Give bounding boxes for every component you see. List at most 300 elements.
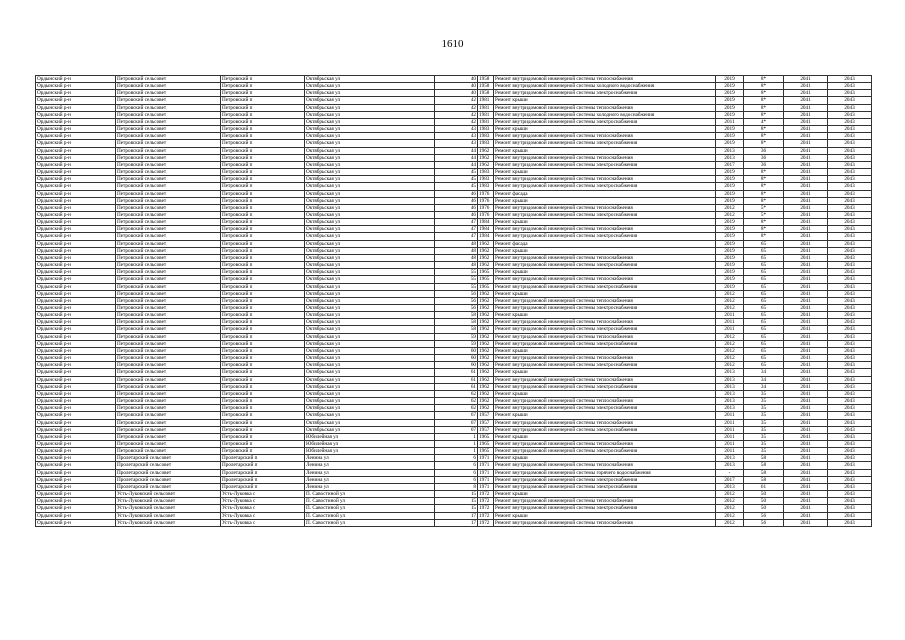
cell-plan-end: 2043	[828, 383, 872, 390]
cell-work-type: Ремонт крыши	[494, 433, 716, 440]
cell-build-year: 1962	[478, 376, 494, 383]
cell-locality: Петровский п	[221, 433, 305, 440]
cell-wear: 35	[744, 433, 784, 440]
cell-settlement: Усть-Луковский сельсовет	[116, 491, 221, 498]
cell-district: Ордынский р-н	[36, 154, 116, 161]
cell-plan-start: 2041	[784, 183, 828, 190]
cell-house-number: 46	[435, 204, 478, 211]
cell-district: Ордынский р-н	[36, 340, 116, 347]
cell-house-number: 67	[435, 419, 478, 426]
cell-settlement: Петровский сельсовет	[116, 118, 221, 125]
cell-wear: 56	[744, 519, 784, 526]
cell-work-type: Ремонт крыши	[494, 269, 716, 276]
cell-house-number: 6	[435, 469, 478, 476]
cell-plan-end: 2043	[828, 176, 872, 183]
cell-build-year: 1971	[478, 469, 494, 476]
cell-plan-end: 2043	[828, 126, 872, 133]
cell-work-type: Ремонт фасада	[494, 190, 716, 197]
cell-wear: 58	[744, 469, 784, 476]
cell-house-number: 42	[435, 104, 478, 111]
cell-house-number: 8	[435, 483, 478, 490]
cell-settlement: Петровский сельсовет	[116, 326, 221, 333]
cell-last-repair-year: 2019	[716, 183, 744, 190]
cell-locality: Петровский п	[221, 376, 305, 383]
cell-plan-end: 2043	[828, 83, 872, 90]
cell-street: Октябрьская ул	[305, 183, 435, 190]
cell-settlement: Петровский сельсовет	[116, 398, 221, 405]
cell-plan-end: 2043	[828, 398, 872, 405]
cell-plan-start: 2041	[784, 269, 828, 276]
cell-settlement: Петровский сельсовет	[116, 269, 221, 276]
table-row	[36, 133, 872, 140]
cell-work-type: Ремонт внутридомовой инженерной системы электроснабжения	[494, 161, 716, 168]
cell-work-type: Ремонт внутридомовой инженерной системы теплоснабжения	[494, 398, 716, 405]
cell-settlement: Петровский сельсовет	[116, 448, 221, 455]
cell-plan-end: 2043	[828, 290, 872, 297]
cell-plan-start: 2041	[784, 362, 828, 369]
cell-plan-end: 2043	[828, 254, 872, 261]
table-row	[36, 426, 872, 433]
cell-plan-start: 2041	[784, 355, 828, 362]
table-row	[36, 405, 872, 412]
cell-last-repair-year: 2019	[716, 226, 744, 233]
cell-plan-start: 2041	[784, 455, 828, 462]
table-row	[36, 154, 872, 161]
cell-street: Октябрьская ул	[305, 355, 435, 362]
cell-district: Ордынский р-н	[36, 505, 116, 512]
table-row	[36, 297, 872, 304]
cell-street: Октябрьская ул	[305, 83, 435, 90]
cell-settlement: Петровский сельсовет	[116, 362, 221, 369]
cell-house-number: 56	[435, 305, 478, 312]
cell-street: Октябрьская ул	[305, 154, 435, 161]
table-row	[36, 305, 872, 312]
cell-settlement: Петровский сельсовет	[116, 97, 221, 104]
cell-plan-start: 2041	[784, 276, 828, 283]
cell-house-number: 6	[435, 462, 478, 469]
cell-plan-end: 2043	[828, 262, 872, 269]
cell-locality: Петровский п	[221, 276, 305, 283]
cell-plan-end: 2043	[828, 118, 872, 125]
cell-settlement: Петровский сельсовет	[116, 283, 221, 290]
cell-wear: 65	[744, 340, 784, 347]
table-row	[36, 390, 872, 397]
cell-plan-start: 2041	[784, 476, 828, 483]
cell-district: Ордынский р-н	[36, 76, 116, 83]
cell-work-type: Ремонт внутридомовой инженерной системы теплоснабжения	[494, 254, 716, 261]
cell-plan-start: 2041	[784, 333, 828, 340]
cell-locality: Петровский п	[221, 440, 305, 447]
cell-wear: 36	[744, 154, 784, 161]
cell-work-type: Ремонт крыши	[494, 197, 716, 204]
cell-street: Октябрьская ул	[305, 297, 435, 304]
cell-last-repair-year: 2011	[716, 326, 744, 333]
cell-district: Ордынский р-н	[36, 326, 116, 333]
cell-plan-start: 2041	[784, 305, 828, 312]
table-row	[36, 83, 872, 90]
cell-plan-start: 2041	[784, 97, 828, 104]
cell-settlement: Петровский сельсовет	[116, 169, 221, 176]
cell-street: Октябрьская ул	[305, 176, 435, 183]
cell-district: Ордынский р-н	[36, 383, 116, 390]
cell-house-number: 46	[435, 197, 478, 204]
cell-locality: Петровский п	[221, 398, 305, 405]
cell-settlement: Петровский сельсовет	[116, 140, 221, 147]
cell-last-repair-year: 2013	[716, 383, 744, 390]
cell-work-type: Ремонт внутридомовой инженерной системы холодного водоснабжения	[494, 111, 716, 118]
cell-house-number: 1	[435, 448, 478, 455]
cell-house-number: 58	[435, 312, 478, 319]
table-row	[36, 190, 872, 197]
cell-last-repair-year: 2013	[716, 462, 744, 469]
cell-plan-start: 2041	[784, 505, 828, 512]
cell-build-year: 1965	[478, 276, 494, 283]
cell-build-year: 1972	[478, 505, 494, 512]
cell-work-type: Ремонт крыши	[494, 390, 716, 397]
cell-locality: Петровский п	[221, 312, 305, 319]
cell-work-type: Ремонт внутридомовой инженерной системы теплоснабжения	[494, 319, 716, 326]
cell-settlement: Петровский сельсовет	[116, 240, 221, 247]
cell-street: Октябрьская ул	[305, 190, 435, 197]
cell-last-repair-year: 2012	[716, 204, 744, 211]
table-row	[36, 462, 872, 469]
cell-last-repair-year: 2019	[716, 83, 744, 90]
cell-build-year: 1983	[478, 126, 494, 133]
cell-plan-start: 2041	[784, 254, 828, 261]
cell-plan-start: 2041	[784, 390, 828, 397]
cell-settlement: Петровский сельсовет	[116, 111, 221, 118]
cell-plan-start: 2041	[784, 118, 828, 125]
cell-plan-start: 2041	[784, 219, 828, 226]
cell-locality: Петровский п	[221, 369, 305, 376]
cell-street: Октябрьская ул	[305, 312, 435, 319]
cell-street: Октябрьская ул	[305, 376, 435, 383]
cell-locality: Петровский п	[221, 97, 305, 104]
cell-locality: Петровский п	[221, 347, 305, 354]
table-row	[36, 90, 872, 97]
cell-locality: Усть-Луковка с	[221, 519, 305, 526]
cell-work-type: Ремонт внутридомовой инженерной системы электроснабжения	[494, 90, 716, 97]
cell-build-year: 1984	[478, 233, 494, 240]
cell-locality: Усть-Луковка с	[221, 505, 305, 512]
cell-settlement: Пролетарский сельсовет	[116, 483, 221, 490]
cell-locality: Пролетарский п	[221, 455, 305, 462]
cell-settlement: Петровский сельсовет	[116, 133, 221, 140]
cell-wear: 34	[744, 383, 784, 390]
cell-house-number: 48	[435, 240, 478, 247]
cell-last-repair-year: 2012	[716, 505, 744, 512]
table-row	[36, 97, 872, 104]
cell-work-type: Ремонт внутридомовой инженерной системы электроснабжения	[494, 183, 716, 190]
cell-house-number: 62	[435, 405, 478, 412]
cell-wear: 50	[744, 505, 784, 512]
cell-street: Октябрьская ул	[305, 76, 435, 83]
cell-last-repair-year: 2011	[716, 426, 744, 433]
cell-locality: Петровский п	[221, 319, 305, 326]
cell-work-type: Ремонт внутридомовой инженерной системы электроснабжения	[494, 118, 716, 125]
cell-plan-end: 2043	[828, 433, 872, 440]
cell-house-number: 6	[435, 455, 478, 462]
cell-wear: 65	[744, 333, 784, 340]
cell-district: Ордынский р-н	[36, 405, 116, 412]
cell-work-type: Ремонт внутридомовой инженерной системы теплоснабжения	[494, 276, 716, 283]
table-row	[36, 197, 872, 204]
cell-plan-end: 2043	[828, 140, 872, 147]
cell-build-year: 1965	[478, 269, 494, 276]
cell-settlement: Петровский сельсовет	[116, 312, 221, 319]
cell-plan-start: 2041	[784, 204, 828, 211]
cell-street: Октябрьская ул	[305, 398, 435, 405]
cell-street: Октябрьская ул	[305, 319, 435, 326]
cell-last-repair-year: 2012	[716, 491, 744, 498]
cell-district: Ордынский р-н	[36, 419, 116, 426]
cell-street: Ленина ул	[305, 476, 435, 483]
cell-plan-start: 2041	[784, 433, 828, 440]
table-row	[36, 104, 872, 111]
cell-work-type: Ремонт крыши	[494, 455, 716, 462]
cell-house-number: 15	[435, 505, 478, 512]
cell-plan-end: 2043	[828, 319, 872, 326]
cell-street: Юбилейная ул	[305, 448, 435, 455]
cell-street: Октябрьская ул	[305, 369, 435, 376]
cell-house-number: 44	[435, 161, 478, 168]
cell-house-number: 48	[435, 247, 478, 254]
cell-plan-end: 2043	[828, 283, 872, 290]
cell-last-repair-year: 2013	[716, 147, 744, 154]
cell-house-number: 60	[435, 362, 478, 369]
cell-district: Ордынский р-н	[36, 390, 116, 397]
cell-street: Октябрьская ул	[305, 240, 435, 247]
cell-settlement: Петровский сельсовет	[116, 147, 221, 154]
cell-plan-end: 2043	[828, 133, 872, 140]
cell-work-type: Ремонт внутридомовой инженерной системы электроснабжения	[494, 305, 716, 312]
cell-last-repair-year: 2019	[716, 104, 744, 111]
cell-settlement: Петровский сельсовет	[116, 412, 221, 419]
cell-last-repair-year: 2013	[716, 376, 744, 383]
cell-work-type: Ремонт фасада	[494, 240, 716, 247]
cell-work-type: Ремонт внутридомовой инженерной системы теплоснабжения	[494, 226, 716, 233]
cell-settlement: Пролетарский сельсовет	[116, 462, 221, 469]
cell-plan-start: 2041	[784, 412, 828, 419]
cell-house-number: 45	[435, 176, 478, 183]
cell-locality: Петровский п	[221, 362, 305, 369]
cell-plan-start: 2041	[784, 247, 828, 254]
table-row	[36, 161, 872, 168]
cell-house-number: 60	[435, 355, 478, 362]
cell-last-repair-year: 2019	[716, 169, 744, 176]
cell-last-repair-year: 2012	[716, 519, 744, 526]
cell-district: Ордынский р-н	[36, 347, 116, 354]
cell-last-repair-year: 2012	[716, 362, 744, 369]
cell-plan-start: 2041	[784, 90, 828, 97]
cell-locality: Петровский п	[221, 390, 305, 397]
cell-locality: Петровский п	[221, 426, 305, 433]
cell-wear: 5*	[744, 211, 784, 218]
cell-wear: 65	[744, 319, 784, 326]
cell-plan-end: 2043	[828, 211, 872, 218]
cell-plan-start: 2041	[784, 312, 828, 319]
cell-street: Ленина ул	[305, 483, 435, 490]
cell-district: Ордынский р-н	[36, 226, 116, 233]
cell-last-repair-year: 2019	[716, 197, 744, 204]
cell-build-year: 1984	[478, 226, 494, 233]
cell-build-year: 1976	[478, 204, 494, 211]
cell-locality: Усть-Луковка с	[221, 491, 305, 498]
cell-last-repair-year: 2019	[716, 233, 744, 240]
cell-settlement: Усть-Луковский сельсовет	[116, 519, 221, 526]
cell-wear: 8*	[744, 126, 784, 133]
cell-settlement: Петровский сельсовет	[116, 305, 221, 312]
cell-locality: Петровский п	[221, 90, 305, 97]
cell-wear: 8*	[744, 197, 784, 204]
cell-last-repair-year: 2019	[716, 90, 744, 97]
cell-plan-start: 2041	[784, 190, 828, 197]
cell-district: Ордынский р-н	[36, 90, 116, 97]
cell-district: Ордынский р-н	[36, 333, 116, 340]
cell-last-repair-year: 2012	[716, 355, 744, 362]
cell-last-repair-year: 2019	[716, 111, 744, 118]
cell-locality: Петровский п	[221, 340, 305, 347]
cell-wear: 35	[744, 390, 784, 397]
cell-last-repair-year: 2019	[716, 247, 744, 254]
cell-plan-end: 2043	[828, 297, 872, 304]
cell-locality: Петровский п	[221, 133, 305, 140]
cell-street: П. Савостиной ул	[305, 491, 435, 498]
cell-district: Ордынский р-н	[36, 362, 116, 369]
cell-settlement: Петровский сельсовет	[116, 333, 221, 340]
cell-street: Октябрьская ул	[305, 226, 435, 233]
cell-settlement: Петровский сельсовет	[116, 405, 221, 412]
cell-settlement: Петровский сельсовет	[116, 183, 221, 190]
cell-plan-start: 2041	[784, 369, 828, 376]
table-body	[36, 76, 872, 527]
cell-locality: Петровский п	[221, 197, 305, 204]
cell-wear: 5*	[744, 204, 784, 211]
cell-work-type: Ремонт крыши	[494, 290, 716, 297]
cell-last-repair-year: 2011	[716, 312, 744, 319]
table-row	[36, 240, 872, 247]
cell-build-year: 1965	[478, 448, 494, 455]
cell-district: Ордынский р-н	[36, 398, 116, 405]
cell-locality: Петровский п	[221, 190, 305, 197]
cell-last-repair-year: 2012	[716, 347, 744, 354]
cell-street: П. Савостиной ул	[305, 519, 435, 526]
table-row	[36, 254, 872, 261]
cell-build-year: 1976	[478, 211, 494, 218]
cell-locality: Петровский п	[221, 226, 305, 233]
cell-house-number: 48	[435, 254, 478, 261]
cell-plan-start: 2041	[784, 383, 828, 390]
cell-street: Октябрьская ул	[305, 305, 435, 312]
cell-plan-end: 2043	[828, 483, 872, 490]
cell-plan-start: 2041	[784, 76, 828, 83]
cell-settlement: Петровский сельсовет	[116, 219, 221, 226]
cell-work-type: Ремонт крыши	[494, 247, 716, 254]
table-row	[36, 512, 872, 519]
cell-wear: 35	[744, 448, 784, 455]
cell-work-type: Ремонт крыши	[494, 347, 716, 354]
cell-settlement: Петровский сельсовет	[116, 433, 221, 440]
cell-work-type: Ремонт внутридомовой инженерной системы электроснабжения	[494, 362, 716, 369]
cell-work-type: Ремонт внутридомовой инженерной системы теплоснабжения	[494, 355, 716, 362]
table-row	[36, 226, 872, 233]
cell-street: Октябрьская ул	[305, 133, 435, 140]
cell-house-number: 17	[435, 519, 478, 526]
cell-work-type: Ремонт внутридомовой инженерной системы теплоснабжения	[494, 133, 716, 140]
cell-wear: 65	[744, 276, 784, 283]
cell-plan-end: 2043	[828, 512, 872, 519]
cell-plan-end: 2043	[828, 305, 872, 312]
cell-last-repair-year: 2013	[716, 154, 744, 161]
cell-wear: 35	[744, 419, 784, 426]
cell-district: Ордынский р-н	[36, 455, 116, 462]
cell-plan-start: 2041	[784, 426, 828, 433]
cell-plan-end: 2043	[828, 97, 872, 104]
cell-plan-end: 2043	[828, 448, 872, 455]
cell-build-year: 1965	[478, 433, 494, 440]
table-row	[36, 111, 872, 118]
cell-build-year: 1958	[478, 83, 494, 90]
cell-work-type: Ремонт внутридомовой инженерной системы электроснабжения	[494, 262, 716, 269]
table-row	[36, 469, 872, 476]
cell-district: Ордынский р-н	[36, 369, 116, 376]
cell-house-number: 56	[435, 290, 478, 297]
cell-build-year: 1972	[478, 491, 494, 498]
cell-last-repair-year: 2012	[716, 333, 744, 340]
cell-work-type: Ремонт крыши	[494, 412, 716, 419]
cell-last-repair-year: 2019	[716, 126, 744, 133]
cell-work-type: Ремонт внутридомовой инженерной системы теплоснабжения	[494, 419, 716, 426]
cell-plan-start: 2041	[784, 240, 828, 247]
cell-last-repair-year: 2012	[716, 498, 744, 505]
cell-plan-start: 2041	[784, 290, 828, 297]
cell-plan-start: 2041	[784, 347, 828, 354]
table-row	[36, 519, 872, 526]
table-row	[36, 204, 872, 211]
cell-house-number: 47	[435, 233, 478, 240]
cell-plan-end: 2043	[828, 111, 872, 118]
cell-plan-end: 2043	[828, 169, 872, 176]
cell-district: Ордынский р-н	[36, 197, 116, 204]
cell-district: Ордынский р-н	[36, 498, 116, 505]
cell-locality: Петровский п	[221, 126, 305, 133]
cell-house-number: 58	[435, 319, 478, 326]
cell-last-repair-year: 2019	[716, 76, 744, 83]
cell-district: Ордынский р-н	[36, 433, 116, 440]
cell-wear: 65	[744, 290, 784, 297]
table-row	[36, 276, 872, 283]
cell-plan-end: 2043	[828, 419, 872, 426]
cell-last-repair-year: 2019	[716, 190, 744, 197]
cell-wear: 8*	[744, 104, 784, 111]
cell-district: Ордынский р-н	[36, 312, 116, 319]
cell-district: Ордынский р-н	[36, 283, 116, 290]
cell-district: Ордынский р-н	[36, 305, 116, 312]
table-row	[36, 498, 872, 505]
cell-plan-end: 2043	[828, 462, 872, 469]
cell-build-year: 1972	[478, 512, 494, 519]
cell-wear: 65	[744, 269, 784, 276]
table-row	[36, 290, 872, 297]
table-row	[36, 448, 872, 455]
table-row	[36, 440, 872, 447]
cell-plan-end: 2043	[828, 355, 872, 362]
table-row	[36, 183, 872, 190]
cell-street: Октябрьская ул	[305, 383, 435, 390]
page-number: 1610	[441, 38, 464, 50]
cell-wear: 65	[744, 312, 784, 319]
table-row	[36, 369, 872, 376]
